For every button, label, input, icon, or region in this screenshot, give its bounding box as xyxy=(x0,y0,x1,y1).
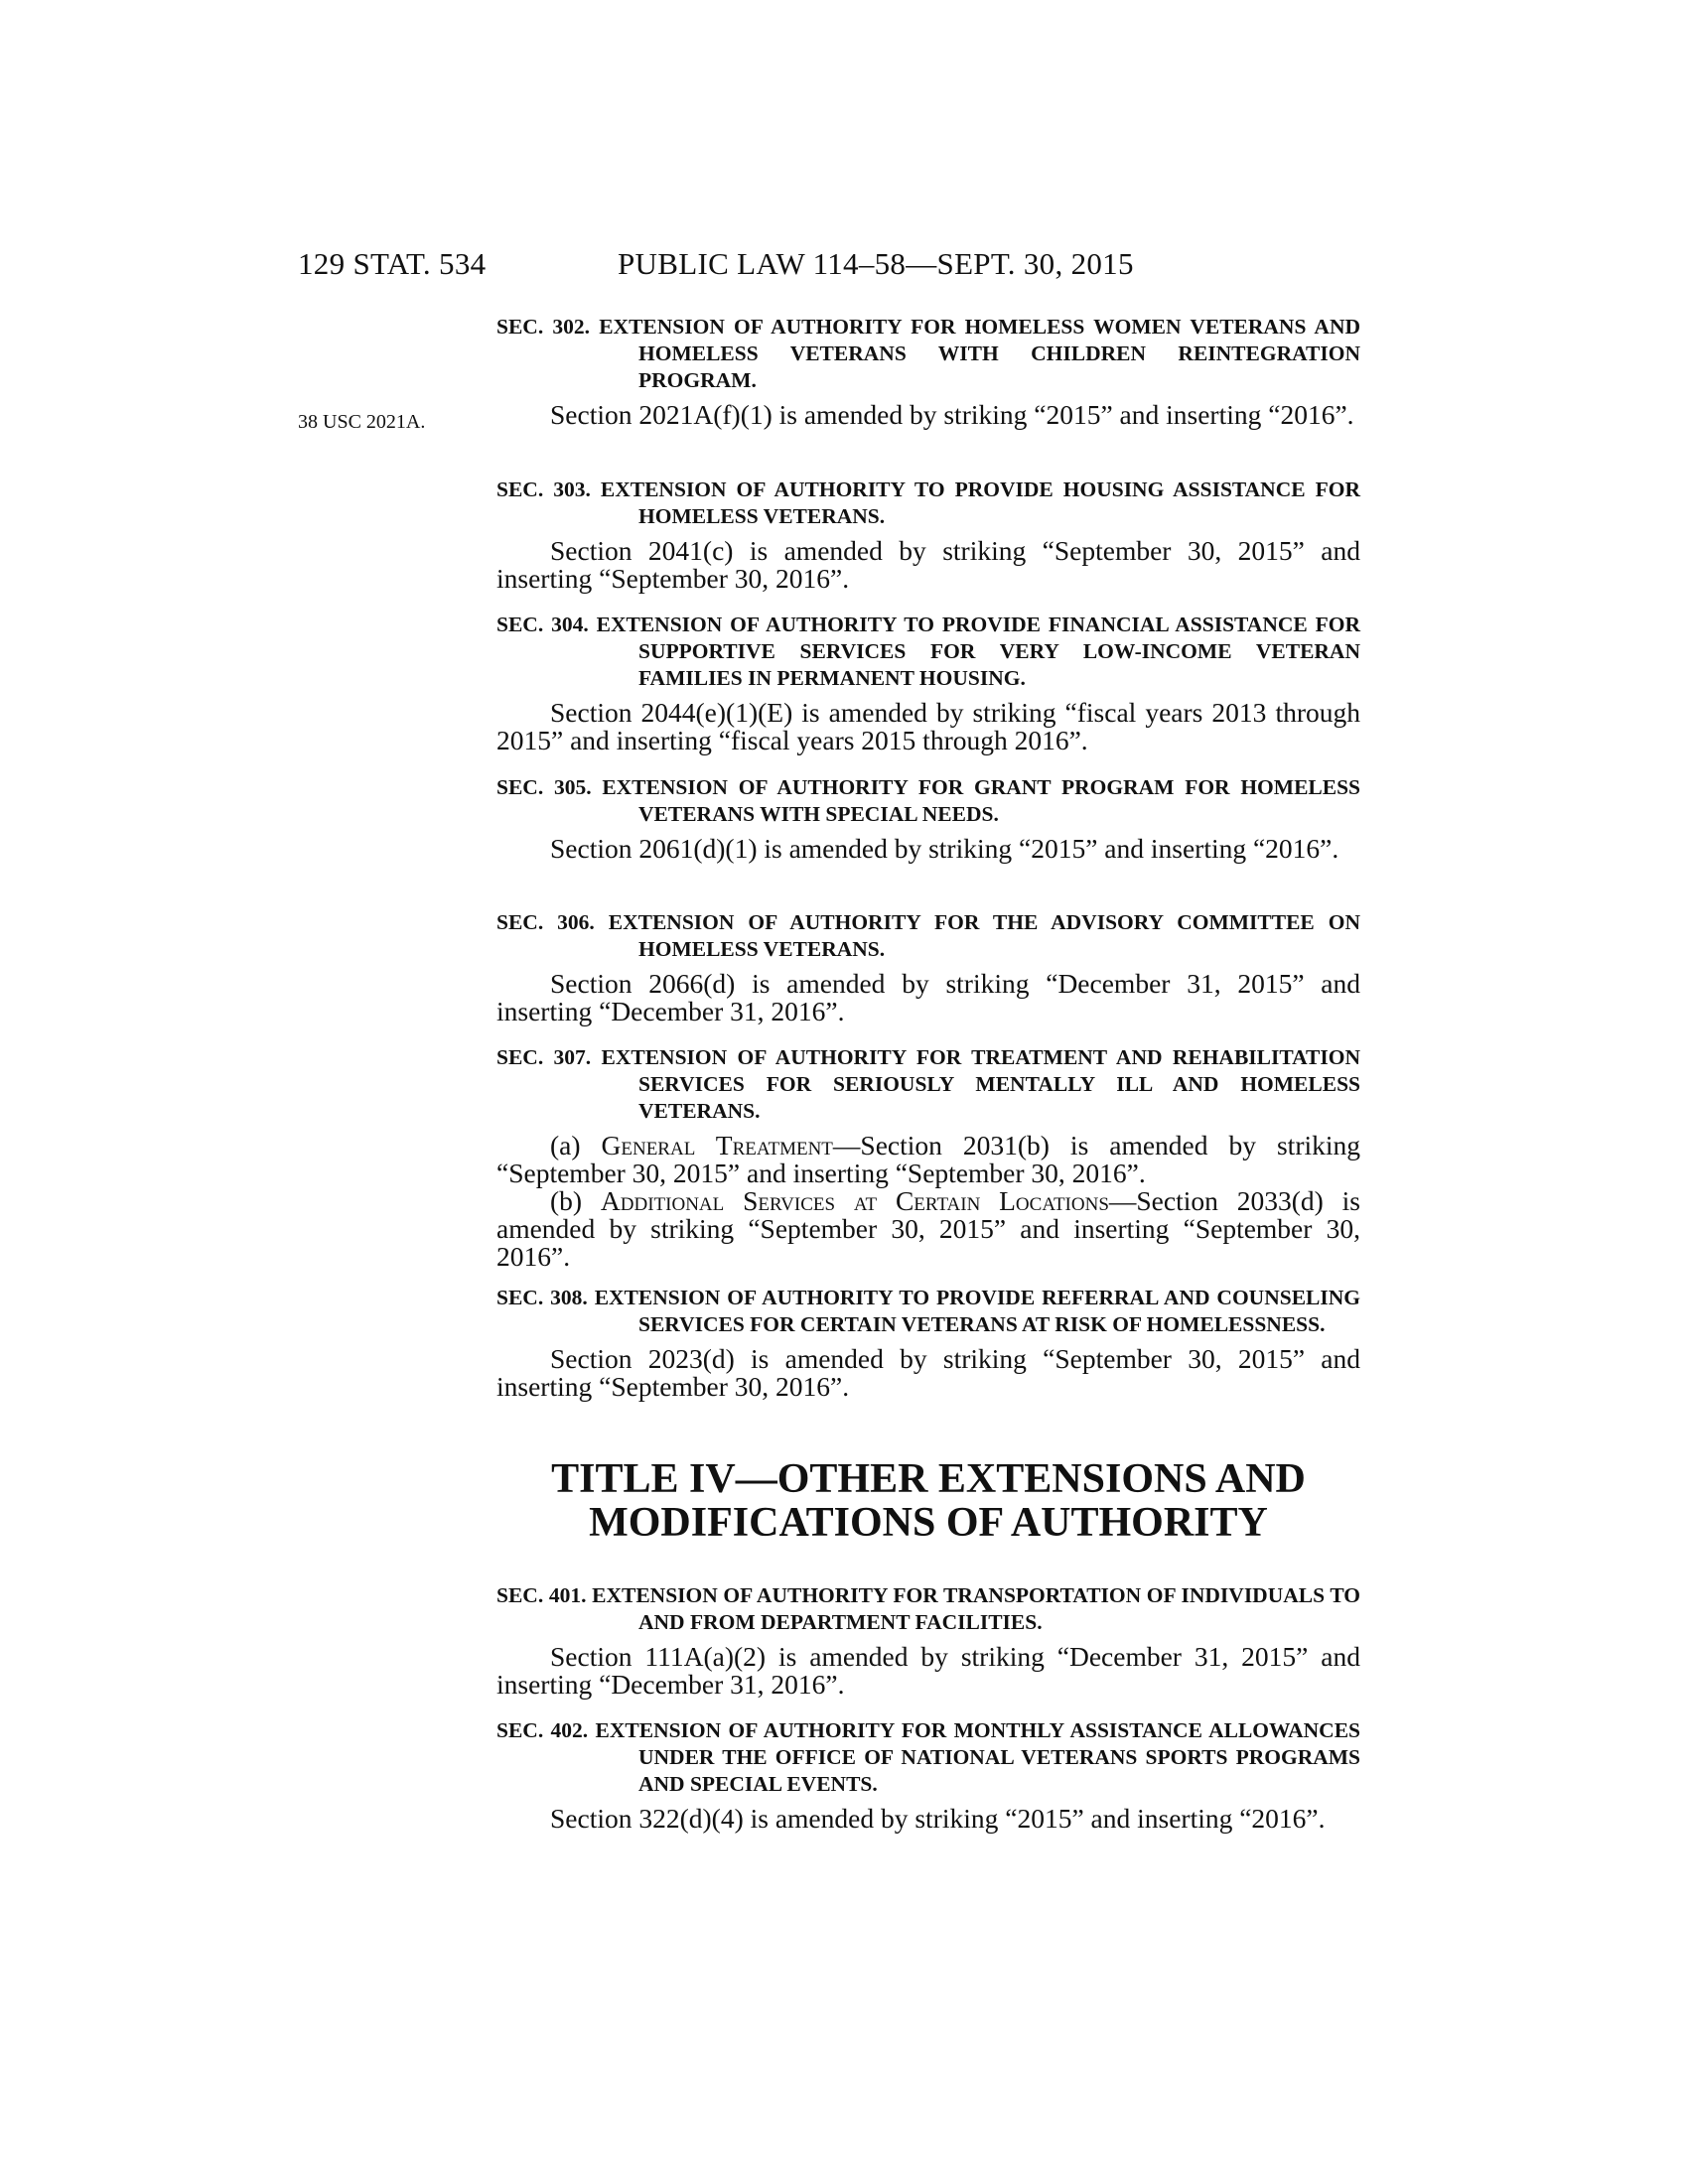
section-heading: SEC. 303. EXTENSION OF AUTHORITY TO PROVIDE HOUSING ASSISTANCE FOR HOMELESS VETERANS. xyxy=(496,478,1360,528)
subsection-b xyxy=(496,1187,1360,1271)
section-heading: SEC. 308. EXTENSION OF AUTHORITY TO PROVIDE REFERRAL AND COUNSELING SERVICES FOR CERTAIN VETERANS AT RISK OF HOMELESSNESS. xyxy=(496,1286,1360,1336)
section-304 xyxy=(496,612,1360,754)
subsection-text: —Section 2033(d) is amended by striking “September 30, 2015” and inserting “September 30, 2016”. xyxy=(496,1185,1360,1272)
section-body: Section 2044(e)(1)(E) is amended by striking “fiscal years 2013 through 2015” and inserting “fiscal years 2015 through 2016”. xyxy=(496,697,1360,755)
title-line-1: TITLE IV—OTHER EXTENSIONS AND xyxy=(551,1456,1306,1502)
section-heading: SEC. 305. EXTENSION OF AUTHORITY FOR GRANT PROGRAM FOR HOMELESS VETERANS WITH SPECIAL NEEDS. xyxy=(496,775,1360,826)
section-body: Section 2041(c) is amended by striking “September 30, 2015” and inserting “September 30, 2016”. xyxy=(496,535,1360,594)
section-body: Section 2061(d)(1) is amended by striking “2015” and inserting “2016”. xyxy=(550,833,1339,864)
section-heading: SEC. 307. EXTENSION OF AUTHORITY FOR TREATMENT AND REHABILITATION SERVICES FOR SERIOUSLY MENTALLY ILL AND HOMELESS VETERANS. xyxy=(496,1045,1360,1123)
margin-citation-note: 38 USC 2021A. xyxy=(298,411,426,433)
subsection-label: (a) xyxy=(550,1130,602,1160)
stat-page-reference: 129 STAT. 534 xyxy=(298,246,487,281)
section-402 xyxy=(496,1717,1360,1833)
running-header-title: PUBLIC LAW 114–58—SEPT. 30, 2015 xyxy=(618,246,1134,281)
subsection-label: (b) xyxy=(550,1185,601,1216)
section-body: Section 322(d)(4) is amended by striking “2015” and inserting “2016”. xyxy=(550,1803,1326,1834)
section-body: Section 2066(d) is amended by striking “December 31, 2015” and inserting “December 31, 2016”. xyxy=(496,968,1360,1026)
section-heading: SEC. 402. EXTENSION OF AUTHORITY FOR MONTHLY ASSISTANCE ALLOWANCES UNDER THE OFFICE OF NATIONAL VETERANS SPORTS PROGRAMS AND SPECIAL EVENTS. xyxy=(496,1718,1360,1796)
section-heading: SEC. 306. EXTENSION OF AUTHORITY FOR THE ADVISORY COMMITTEE ON HOMELESS VETERANS. xyxy=(496,910,1360,961)
section-306 xyxy=(496,909,1360,1025)
section-heading: SEC. 401. EXTENSION OF AUTHORITY FOR TRANSPORTATION OF INDIVIDUALS TO AND FROM DEPARTMENT FACILITIES. xyxy=(496,1583,1360,1634)
section-body: Section 111A(a)(2) is amended by striking “December 31, 2015” and inserting “December 31, 2016”. xyxy=(496,1641,1360,1700)
subsection-caption: Additional Services at Certain Locations xyxy=(600,1185,1109,1216)
title-iv-heading xyxy=(496,1457,1360,1545)
title-line-2: MODIFICATIONS OF AUTHORITY xyxy=(589,1500,1268,1546)
subsection-a xyxy=(496,1132,1360,1187)
section-305 xyxy=(496,774,1360,863)
section-heading: SEC. 302. EXTENSION OF AUTHORITY FOR HOMELESS WOMEN VETERANS AND HOMELESS VETERANS WITH CHILDREN REINTEGRATION PROGRAM. xyxy=(496,315,1360,392)
section-body: Section 2021A(f)(1) is amended by striking “2015” and inserting “2016”. xyxy=(550,399,1354,430)
section-307 xyxy=(496,1044,1360,1271)
subsection-text: —Section 2031(b) is amended by striking “September 30, 2015” and inserting “September 30, 2016”. xyxy=(496,1130,1361,1188)
section-308 xyxy=(496,1285,1360,1401)
section-302 xyxy=(496,314,1360,429)
section-303 xyxy=(496,477,1360,593)
section-401 xyxy=(496,1582,1360,1699)
section-body: Section 2023(d) is amended by striking “September 30, 2015” and inserting “September 30, 2016”. xyxy=(496,1343,1360,1402)
subsection-caption: General Treatment xyxy=(601,1130,833,1160)
section-heading: SEC. 304. EXTENSION OF AUTHORITY TO PROVIDE FINANCIAL ASSISTANCE FOR SUPPORTIVE SERVICES FOR VERY LOW-INCOME VETERAN FAMILIES IN PERMANENT HOUSING. xyxy=(496,613,1360,690)
